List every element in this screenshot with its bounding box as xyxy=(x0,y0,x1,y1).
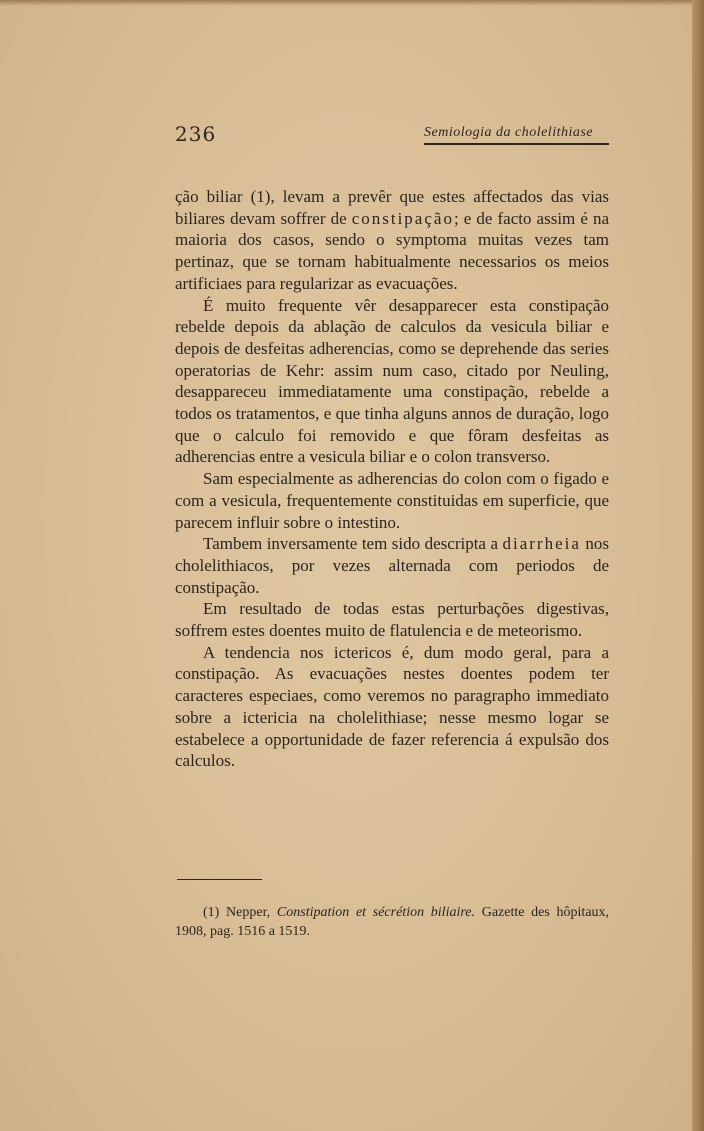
paragraph-1 xyxy=(175,186,609,295)
emphasis-diarrheia: diarrheia xyxy=(502,534,581,554)
paragraph-5 xyxy=(175,598,609,641)
footnote-rule xyxy=(177,879,262,880)
footnote-title: Constipation et sécrétion biliaire. xyxy=(276,905,475,920)
paragraph-4-text-b: nos cholelithiacos, por vezes alternada com periodos de constipação. xyxy=(175,534,609,597)
paragraph-1-text-a: ção biliar (1), levam a prevêr que estes affectados das vias biliares devam soffrer de xyxy=(175,187,609,228)
paragraph-5-text: Em resultado de todas estas perturbações digestivas, soffrem estes doentes muito de flatulencia e de meteorismo. xyxy=(175,599,609,641)
footnote-marker: (1) xyxy=(203,905,220,920)
page-top-edge-shadow xyxy=(0,0,704,6)
paragraph-4 xyxy=(175,533,609,598)
paragraph-3-text: Sam especialmente as adherencias do colon com o figado e com a vesicula, frequentemente constituidas em superficie, que parecem influir sobre o intestino. xyxy=(175,469,609,532)
footnote-reference: Gazette des hôpitaux, 1908, pag. 1516 a 1519. xyxy=(175,905,610,939)
paragraph-1-text-b: ; e de facto assim é na maioria dos casos, sendo o symptoma muitas vezes tam pertinaz, que se tornam habitualmente necessarios os meios artificiaes para regularizar as evacuações. xyxy=(175,208,609,293)
paragraph-6 xyxy=(175,642,609,772)
header-rule xyxy=(424,143,609,145)
paragraph-2 xyxy=(175,295,609,469)
body-text xyxy=(175,186,609,772)
page-right-edge-shadow xyxy=(692,0,704,1131)
emphasis-constipacao: constipação xyxy=(351,208,454,228)
footnote-author: Nepper, xyxy=(226,905,271,920)
footnote xyxy=(175,903,609,941)
paragraph-6-text: A tendencia nos ictericos é, dum modo geral, para a constipação. As evacuações nestes doentes podem ter caracteres especiaes, como veremos no paragrapho immediato sobre a ictericia na cholelithiase; nesse mesmo logar se estabelece a opportunidade de fazer referencia á expulsão dos calculos. xyxy=(175,642,609,771)
paragraph-3 xyxy=(175,468,609,533)
paragraph-2-text: É muito frequente vêr desapparecer esta constipação rebelde depois da ablação de calculos da vesicula biliar e depois de desfeitas adherencias, como se deprehende das series operatorias de Kehr: assim num caso, citado por Neuling, desappareceu immediatamente uma constipação, rebelde a todos os tratamentos, e que tinha alguns annos de duração, logo que o calculo foi removido e que fôram desfeitas as adherencias entre a vesicula biliar e o colon transverso. xyxy=(175,295,609,467)
paragraph-4-text-a: Tambem inversamente tem sido descripta a xyxy=(203,534,503,554)
page-number: 236 xyxy=(175,122,217,146)
running-head: Semiologia da cholelithiase xyxy=(424,125,594,140)
